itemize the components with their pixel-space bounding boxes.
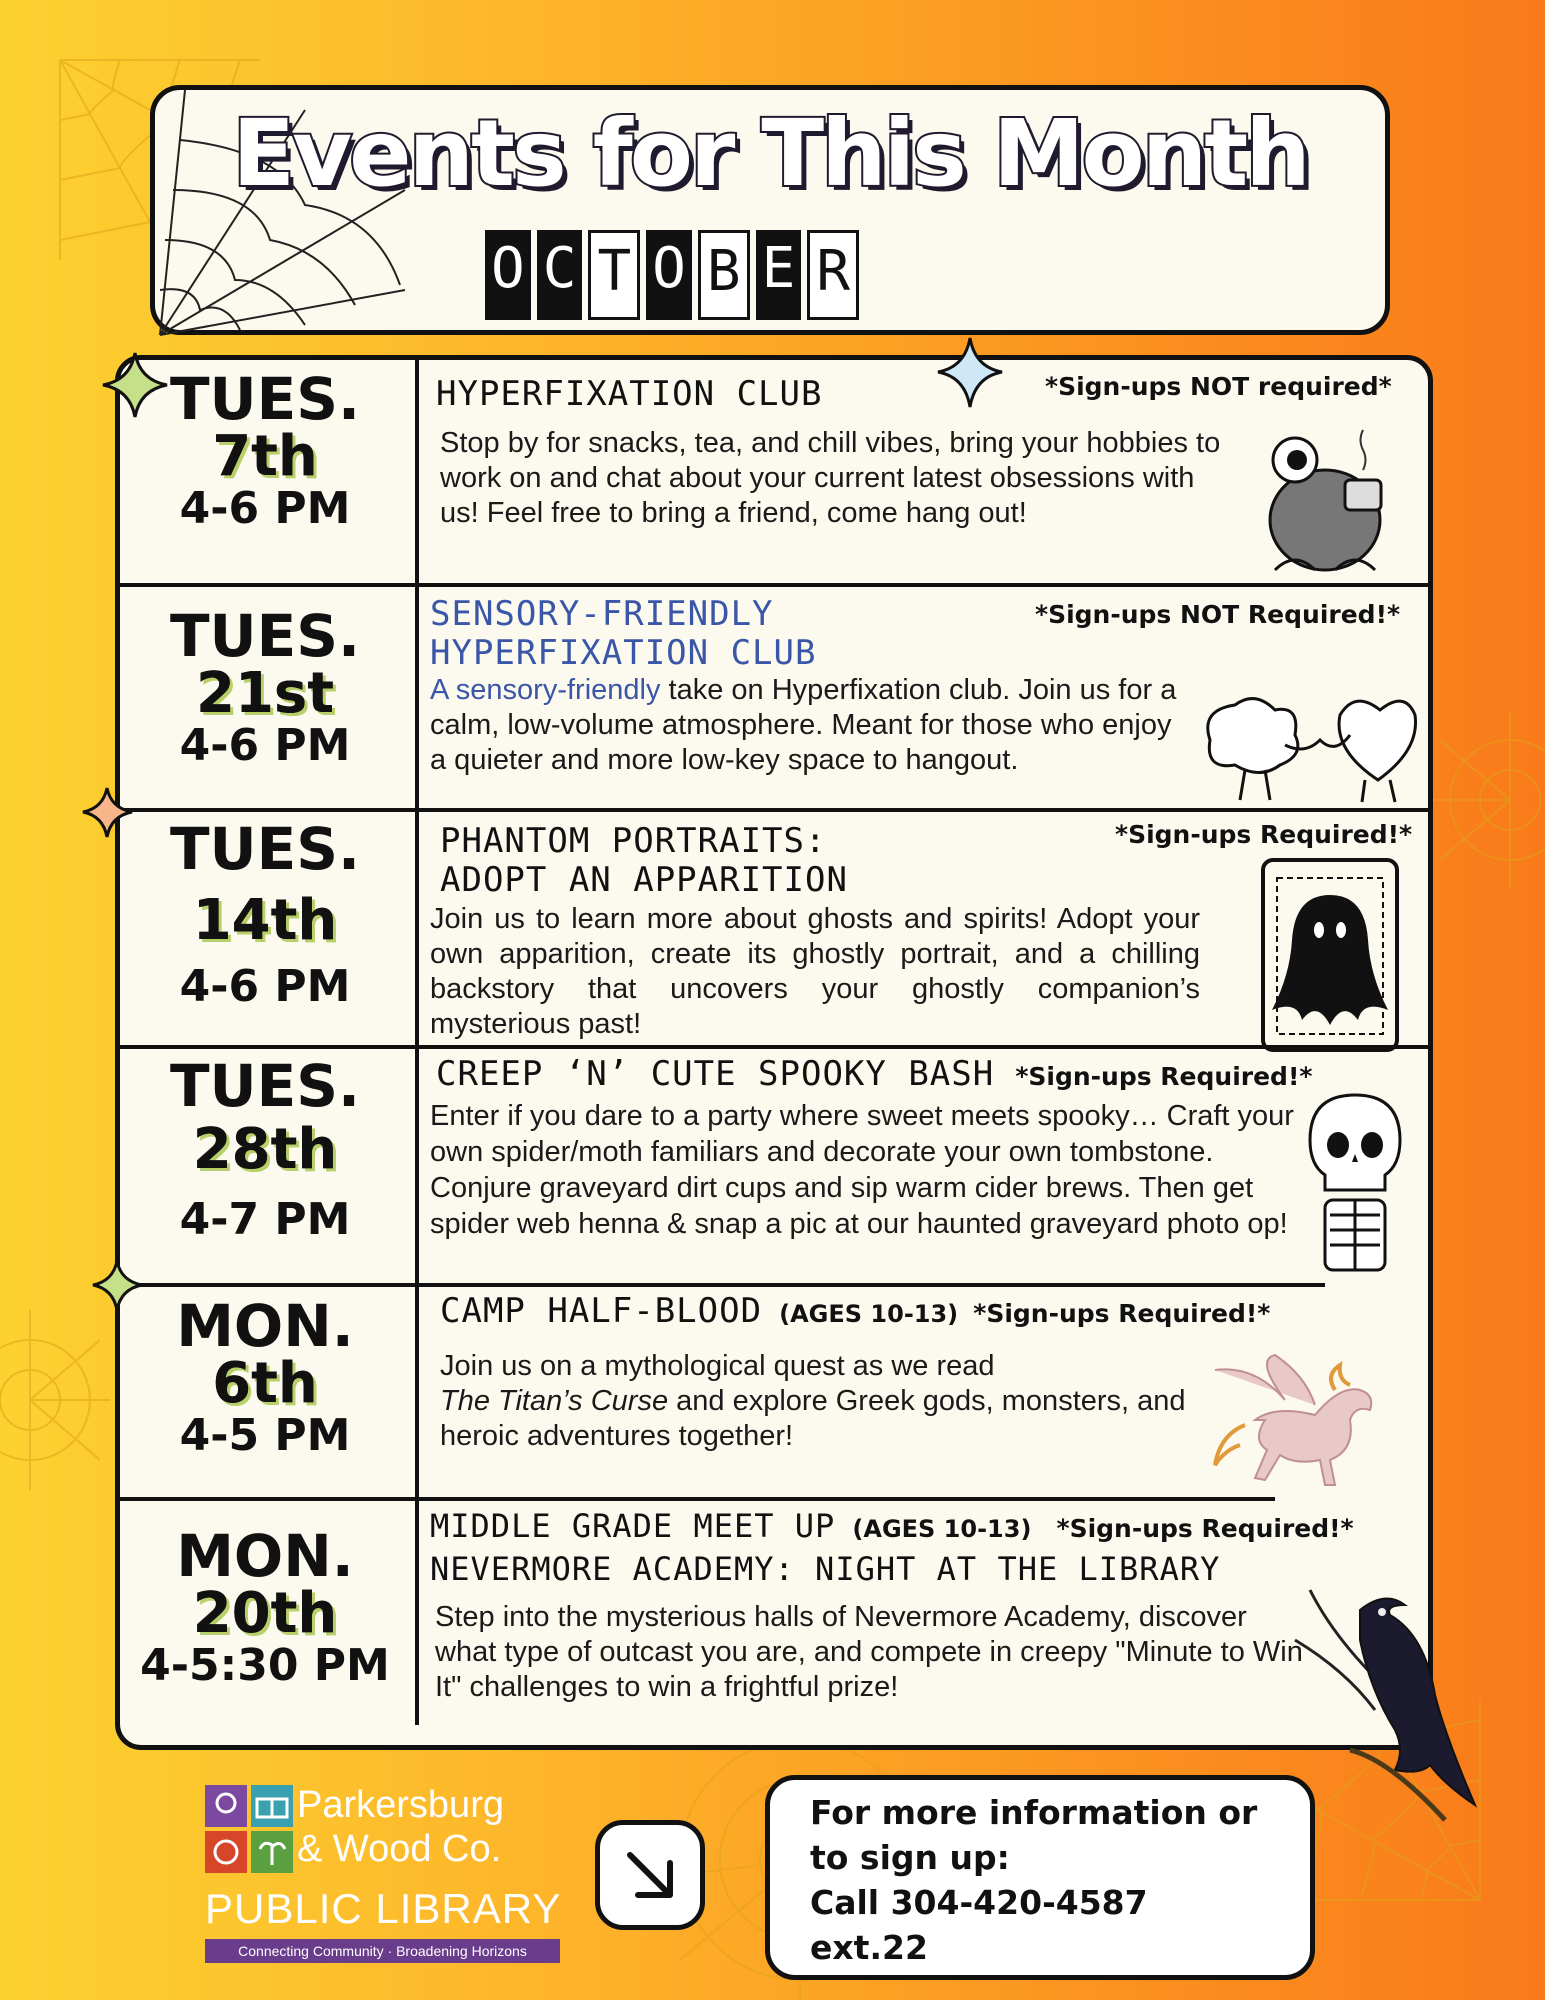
frog-tea-icon <box>1245 420 1405 580</box>
pegasus-icon <box>1205 1350 1385 1490</box>
info-line: For more information or <box>810 1793 1258 1832</box>
event-description: Step into the mysterious halls of Nevermore Academy, discover what type of outcast you are, and compete in creepy "Minute to Win It" challenges to win a frightful prize! <box>435 1600 1303 1703</box>
event-title: MIDDLE GRADE MEET UP <box>430 1507 836 1545</box>
weekday-label: TUES. <box>169 1052 361 1120</box>
arrow-button[interactable] <box>595 1820 705 1930</box>
event-title: PHANTOM PORTRAITS: <box>440 821 827 861</box>
month-letter: C <box>537 230 583 320</box>
month-letter: T <box>588 230 640 320</box>
description-text: take on Hyperfixation club. Join us for a calm, low-volume atmosphere. Meant for those who enjoy a quieter and more low-key space to hangout. <box>430 674 1177 777</box>
event-description: Join us to learn more about ghosts and spirits! Adopt your own apparition, create its ghostly portrait, and a chilling backstory that uncovers your ghostly companion’s mysterious past! <box>430 903 1200 1041</box>
event-title: NEVERMORE ACADEMY: NIGHT AT THE LIBRARY <box>430 1549 1221 1588</box>
event-description: Enter if you dare to a party where sweet meets spooky… Craft your own spider/moth familiars and decorate your own tombstone. Conjure graveyard dirt cups and sip warm cider brews. Then get spider web henna & snap a pic at our haunted graveyard photo op! <box>430 1100 1294 1241</box>
event-date-cell <box>115 1292 415 1461</box>
time-label: 4-6 PM <box>179 482 351 534</box>
time-label: 4-6 PM <box>179 719 351 771</box>
age-range: (AGES 10-13) <box>852 1515 1032 1543</box>
ghost-portrait-icon <box>1255 850 1405 1060</box>
date-label: 14th <box>192 888 338 953</box>
event-date-cell <box>115 1052 415 1245</box>
time-label: 4-7 PM <box>179 1193 351 1245</box>
description-text: Join us on a mythological quest as we read <box>440 1350 995 1383</box>
event-date-cell <box>115 815 415 1012</box>
raven-icon <box>1290 1580 1520 1830</box>
event-title: HYPERFIXATION CLUB <box>430 633 817 674</box>
event-description <box>440 1349 1220 1454</box>
time-label: 4-6 PM <box>179 960 351 1012</box>
row-divider <box>115 1497 1275 1501</box>
event-title: SENSORY-FRIENDLY <box>430 594 774 634</box>
signup-note: *Sign-ups Required!* <box>973 1299 1271 1328</box>
date-label: 7th <box>212 424 318 489</box>
library-name: Parkersburg & Wood Co. <box>297 1784 504 1870</box>
library-logo-icon <box>205 1785 295 1875</box>
month-letter: E <box>756 230 802 320</box>
contact-info-box <box>765 1775 1315 1980</box>
skeleton-icon <box>1290 1090 1420 1290</box>
age-range: (AGES 10-13) <box>779 1300 959 1328</box>
info-line: to sign up: <box>810 1838 1010 1877</box>
title-card <box>150 85 1390 335</box>
signup-note: *Sign-ups Required!* <box>1115 820 1413 849</box>
row-divider <box>115 583 1433 587</box>
month-letter: B <box>698 230 750 320</box>
date-label: 21st <box>195 661 335 726</box>
event-details <box>430 375 1240 531</box>
row-divider <box>115 1045 1433 1049</box>
book-title: The Titan’s Curse <box>440 1385 669 1418</box>
phone-number[interactable]: Call 304-420-4587 <box>810 1883 1148 1922</box>
event-details <box>430 1054 1313 1242</box>
weekday-label: TUES. <box>169 602 361 670</box>
weekday-label: TUES. <box>169 815 361 883</box>
description-highlight: A sensory-friendly <box>430 674 661 707</box>
event-title-row <box>430 1054 1313 1094</box>
time-label: 4-5:30 PM <box>140 1639 390 1691</box>
event-title: CAMP HALF-BLOOD <box>440 1291 763 1331</box>
date-label: 28th <box>192 1117 338 1182</box>
row-divider <box>115 1283 1325 1287</box>
signup-note: *Sign-ups Required!* <box>1056 1514 1354 1543</box>
signup-note: *Sign-ups NOT Required!* <box>1035 600 1401 629</box>
library-tagline: Connecting Community · Broadening Horizons <box>205 1939 560 1963</box>
event-details <box>430 1507 1354 1705</box>
signup-note: *Sign-ups NOT required* <box>1045 372 1392 401</box>
weekday-label: TUES. <box>169 365 361 433</box>
description-text: and explore Greek gods, monsters, and heroic adventures together! <box>440 1385 1186 1453</box>
event-title-row <box>440 1292 1280 1331</box>
library-subtitle: PUBLIC LIBRARY <box>205 1885 562 1932</box>
row-divider <box>115 808 1433 812</box>
date-label: 6th <box>212 1351 318 1416</box>
arrow-down-right-icon <box>600 1825 700 1925</box>
date-label: 20th <box>192 1581 338 1646</box>
month-letter: O <box>646 230 692 320</box>
month-letter: O <box>485 230 531 320</box>
brain-heart-icon <box>1190 690 1420 805</box>
event-date-cell <box>115 365 415 534</box>
time-label: 4-5 PM <box>179 1409 351 1461</box>
signup-note: *Sign-ups Required!* <box>1015 1062 1313 1091</box>
event-title: ADOPT AN APPARITION <box>440 860 848 901</box>
event-date-cell <box>115 1522 415 1691</box>
event-details <box>430 1292 1280 1454</box>
event-description: Stop by for snacks, tea, and chill vibes, bring your hobbies to work on and chat about your current latest obsessions with us! Feel free to bring a friend, come hang out! <box>440 427 1221 530</box>
event-date-cell <box>115 602 415 771</box>
weekday-label: MON. <box>176 1522 354 1590</box>
event-details <box>430 822 1210 1042</box>
weekday-label: MON. <box>176 1292 354 1360</box>
event-description <box>430 673 1180 778</box>
info-line: ext.22 <box>810 1928 928 1967</box>
month-banner <box>485 230 865 320</box>
library-logo[interactable] <box>205 1785 565 1985</box>
event-title: HYPERFIXATION CLUB <box>436 374 823 414</box>
event-details <box>430 595 1190 778</box>
column-divider <box>415 355 419 1725</box>
month-letter: R <box>807 230 859 320</box>
event-title: CREEP ‘N’ CUTE SPOOKY BASH <box>436 1054 995 1094</box>
event-title-row <box>430 1507 1354 1545</box>
page-title: Events for This Month <box>232 100 1308 207</box>
